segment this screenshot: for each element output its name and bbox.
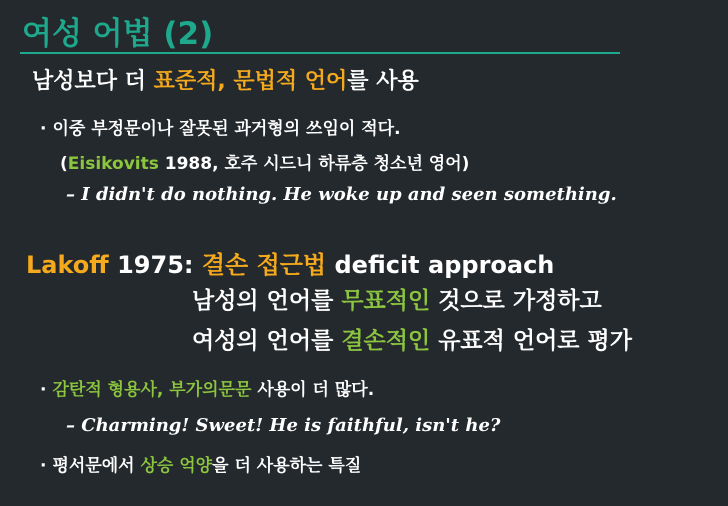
section2-point-1-highlight: 감탄적 형용사, 부가의문문 [52,380,252,400]
section2-line-3 [192,322,632,355]
section2-bullet-2 [40,451,361,476]
section1-example: – I didn't do nothing. He woke up and seen something. [66,184,617,205]
section2-line-3-highlight: 결손적인 [341,328,431,354]
section2-point-2-suffix: 을 더 사용하는 특질 [212,456,362,476]
section2-line-2-suffix: 것으로 가정하고 [430,288,602,314]
section2-term-english: deficit approach [326,251,555,279]
section2-point-1-text: 사용이 더 많다. [251,380,375,400]
bullet-icon: · [40,119,47,139]
section2-heading [26,245,554,280]
section1-heading-suffix: 를 사용 [347,69,419,94]
section2-line-2-highlight: 무표적인 [341,288,431,314]
section2-year: 1975: [108,251,202,279]
section2-author: Lakoff [26,251,109,279]
section2-line-3-text: 여성의 언어를 [192,328,342,354]
citation-open-paren: ( [60,154,68,174]
section2-line-2 [192,282,602,315]
bullet-icon: · [40,380,47,400]
title-underline [20,52,620,54]
bullet-icon: · [40,456,47,476]
section2-bullet-1 [40,375,374,400]
citation-author: Eisikovits [67,154,159,174]
section2-point-2-text: 평서문에서 [52,456,141,476]
section1-heading [32,64,419,95]
section1-bullet-1 [40,114,401,139]
section1-citation [60,149,469,174]
section2-term-korean: 결손 접근법 [201,251,327,279]
slide-title: 여성 어법 (2) [22,16,214,52]
section1-point-1: 이중 부정문이나 잘못된 과거형의 쓰임이 적다. [52,119,401,139]
section2-point-2-highlight: 상승 억양 [140,456,213,476]
section2-line-3-suffix: 유표적 언어로 평가 [430,328,632,354]
section1-heading-highlight: 표준적, 문법적 언어 [153,69,348,94]
citation-details: 1988, 호주 시드니 하류층 청소년 영어) [158,154,470,174]
section2-example: – Charming! Sweet! He is faithful, isn't he? [66,415,501,436]
section1-heading-text: 남성보다 더 [32,69,154,94]
section2-line-2-text: 남성의 언어를 [192,288,342,314]
